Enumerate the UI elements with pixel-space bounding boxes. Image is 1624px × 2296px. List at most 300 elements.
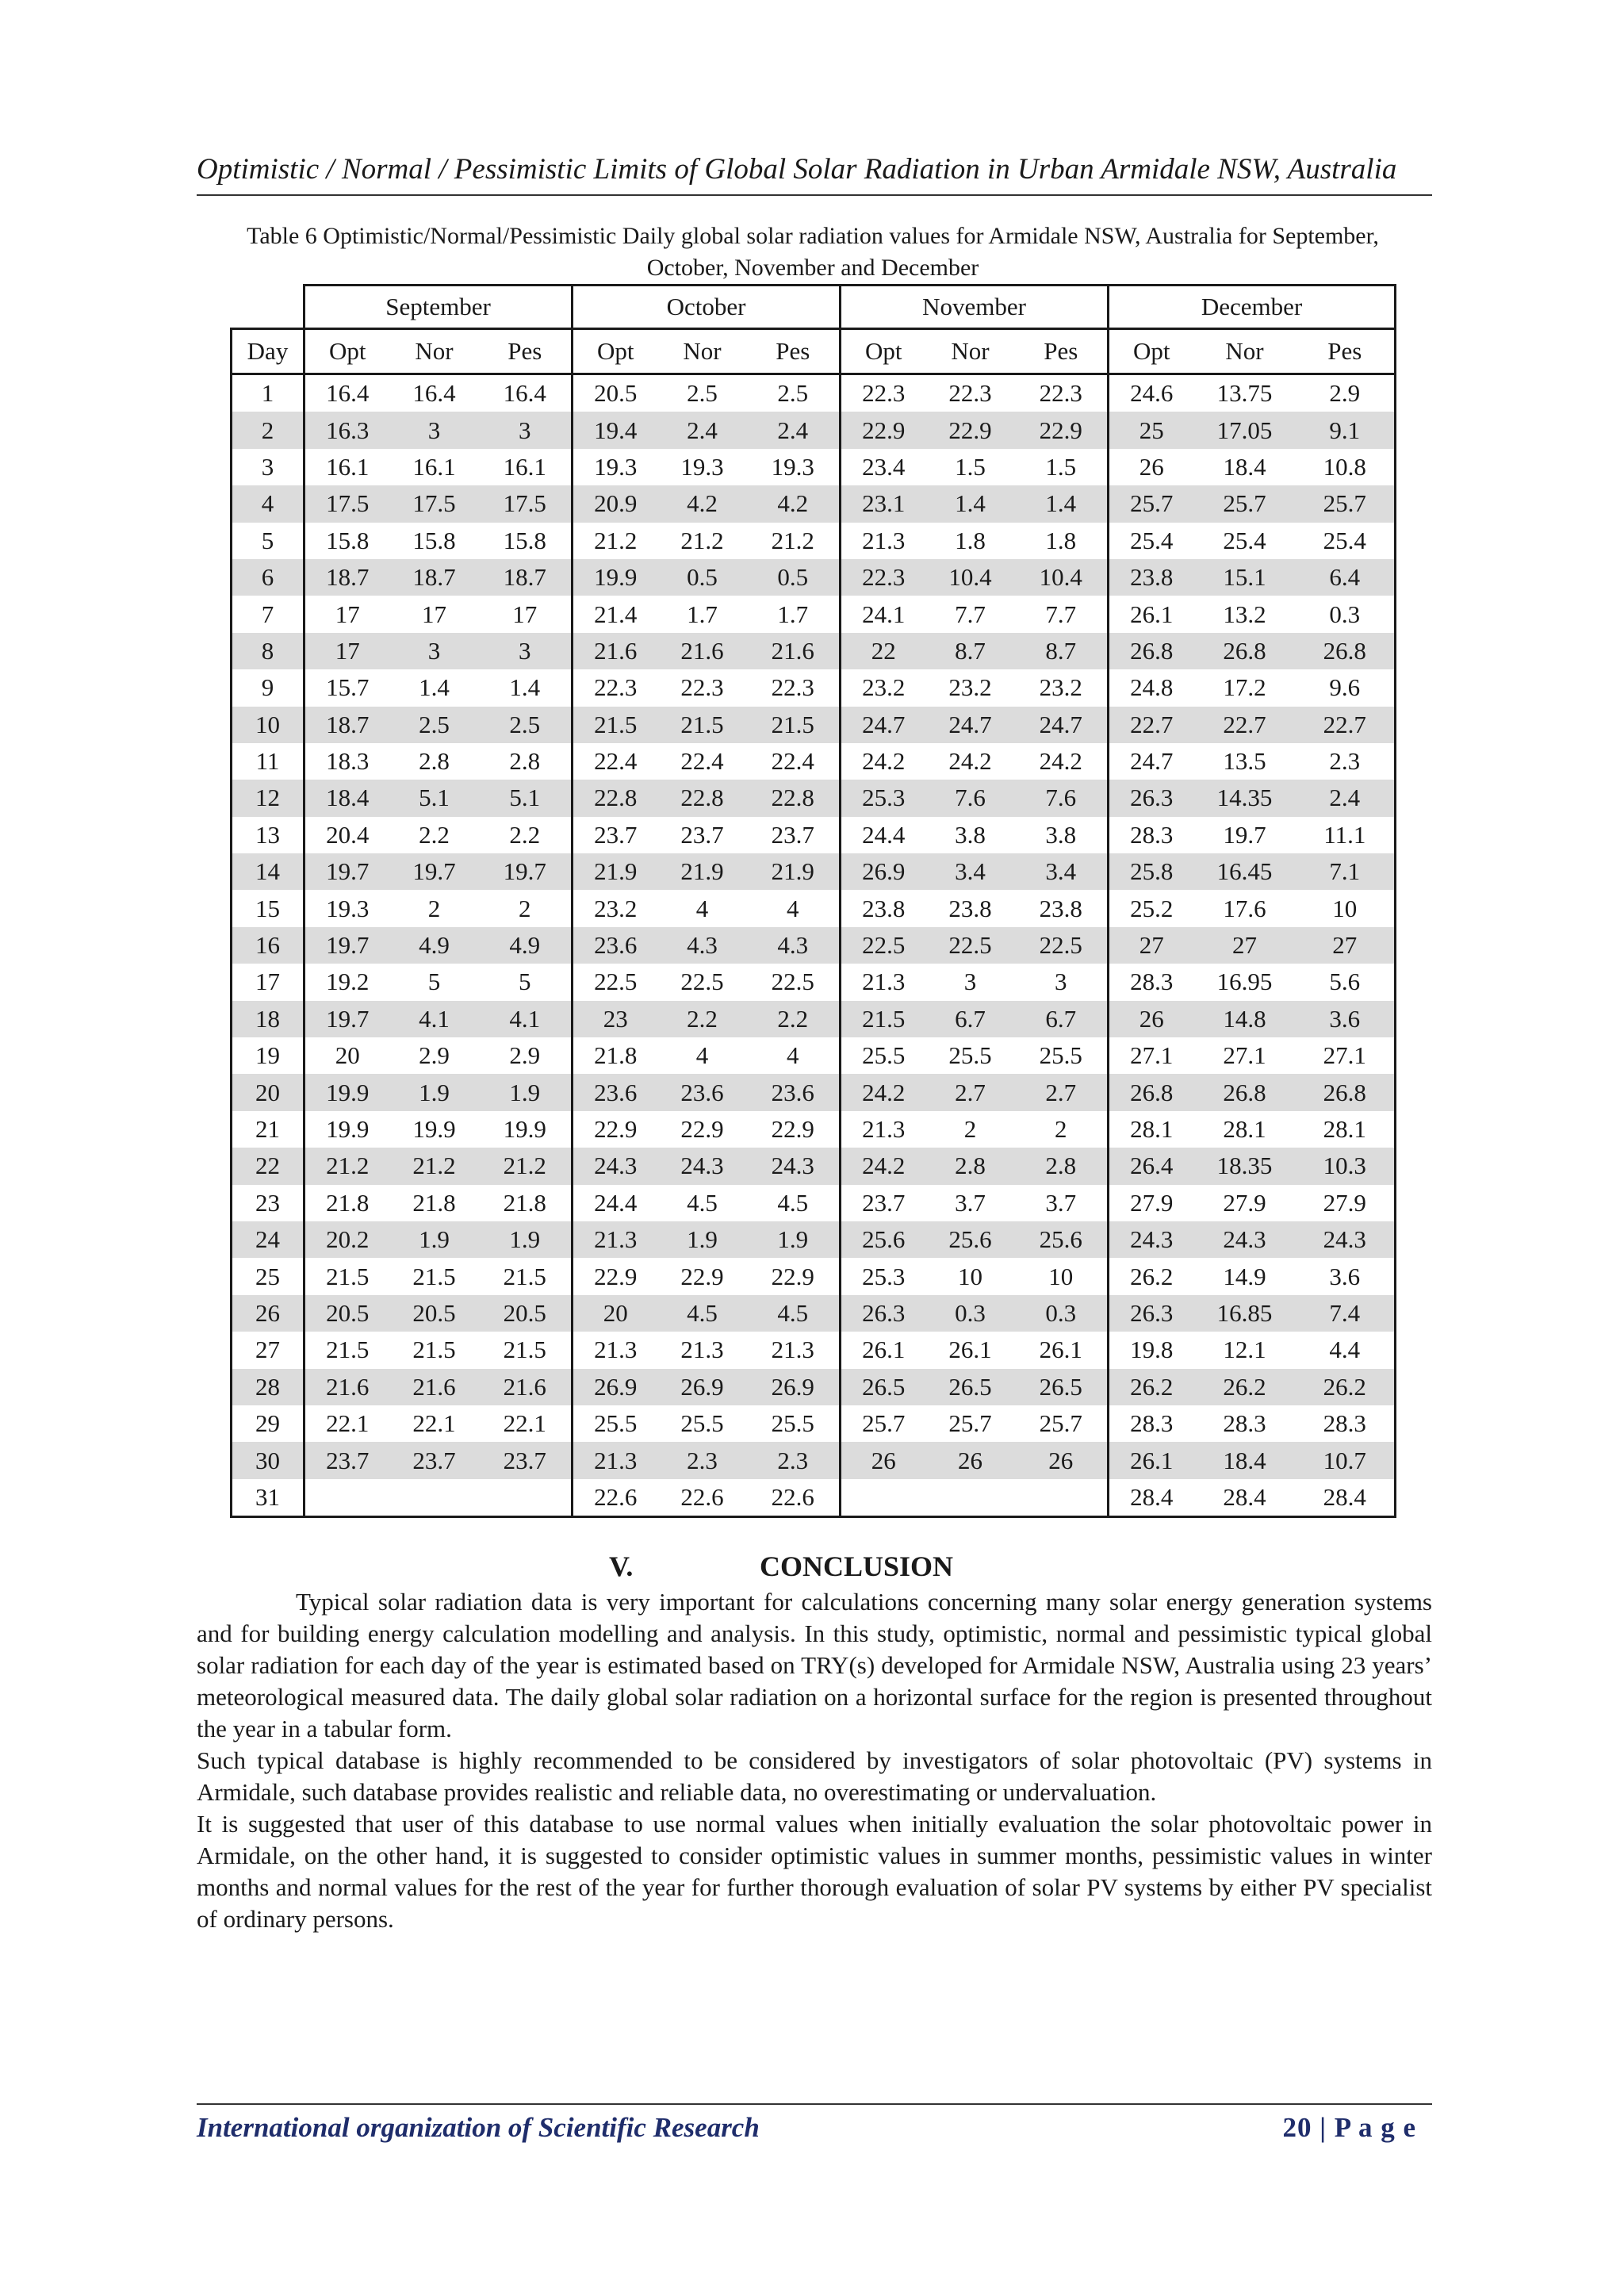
nor-cell: 4.1 [390,1001,479,1037]
pes-cell: 2.5 [479,707,573,743]
opt-cell: 19.9 [304,1111,390,1148]
day-cell: 2 [232,412,304,448]
nor-cell: 1.4 [926,485,1015,522]
pes-cell: 21.9 [747,853,841,890]
table-row [232,1295,1396,1332]
nor-cell: 17 [422,600,446,628]
pes-cell: 22.4 [747,743,841,780]
opt-cell: 25.5 [573,1405,658,1442]
day-cell: 16 [232,927,304,964]
nor-cell: 4.3 [658,927,747,964]
nor-cell: 2 [427,894,441,922]
opt-cell: 26.3 [1109,1295,1194,1332]
nor-cell: 2.3 [658,1442,747,1478]
section-title: CONCLUSION [760,1550,954,1582]
day-cell: 27 [232,1332,304,1368]
pes-cell: 22.6 [747,1479,841,1517]
nor-cell: 2.4 [658,412,747,448]
table-row [232,853,1396,890]
pes-cell: 26.9 [747,1369,841,1405]
pes-cell: 1.9 [479,1074,573,1110]
pes-cell: 25.5 [1015,1037,1109,1074]
opt-cell: 26.1 [841,1332,926,1368]
opt-cell: 22.9 [573,1111,658,1148]
pes-cell: 26 [1015,1442,1109,1478]
nor-cell: 2.5 [687,379,718,408]
opt-cell: 20.2 [304,1221,390,1258]
pes-cell: 1.4 [1015,485,1109,522]
nor-cell: 2 [963,1115,977,1143]
month-header: November [841,286,1109,329]
opt-cell: 24.2 [841,1074,926,1110]
opt-cell: 24.3 [1109,1221,1194,1258]
running-header: Optimistic / Normal / Pessimistic Limits of Global Solar Radiation in Urban Armidale NSW, Australia [197,153,1397,186]
pes-cell: 24.3 [1296,1221,1396,1258]
conclusion-body [197,1586,1432,1935]
pes-cell: 20.5 [479,1295,573,1332]
pes-cell: 22.9 [1015,412,1109,448]
nor-cell: 26.2 [1194,1369,1296,1405]
opt-cell: 19.8 [1109,1332,1194,1368]
pes-cell: 2.3 [747,1442,841,1478]
opt-cell: 18.3 [304,743,390,780]
pes-cell: 2.5 [747,374,841,412]
pes-cell: 4.5 [747,1185,841,1221]
table-row [232,964,1396,1000]
table-body [232,374,1396,1517]
opt-cell: 26.1 [1109,596,1194,632]
opt-cell: 24.8 [1109,669,1194,706]
nor-cell: 21.6 [390,1369,479,1405]
opt-cell: 21.6 [573,633,658,669]
nor-cell: 21.2 [680,526,724,554]
opt-cell: 19.7 [304,927,390,964]
pes-cell: 23.2 [1015,669,1109,706]
nor-cell: 23.7 [680,820,724,849]
pes-cell: 3.6 [1296,1001,1396,1037]
pes-header: Pes [747,329,841,374]
table-row [232,412,1396,448]
opt-cell: 20.5 [573,374,658,412]
nor-cell: 3 [390,412,479,448]
nor-cell: 2.5 [390,707,479,743]
day-cell: 11 [232,743,304,780]
nor-cell: 22.6 [658,1479,747,1517]
pes-cell: 26.8 [1296,1074,1396,1110]
opt-cell: 24.7 [1109,743,1194,780]
pes-cell: 0.3 [1296,596,1396,632]
nor-cell: 14.9 [1223,1262,1266,1290]
footer-rule [197,2103,1432,2105]
opt-cell: 22.8 [573,780,658,816]
table-row [232,1185,1396,1221]
opt-cell: 21.3 [573,1221,658,1258]
pes-cell: 17 [479,596,573,632]
pes-cell: 15.8 [479,523,573,559]
table-row [232,1037,1396,1074]
day-cell: 4 [232,485,304,522]
month-header: December [1109,286,1396,329]
pes-cell: 19.7 [479,853,573,890]
opt-cell: 20.9 [573,485,658,522]
pes-header: Pes [479,329,573,374]
pes-cell: 2.7 [1015,1074,1109,1110]
pes-header: Pes [1015,329,1109,374]
opt-cell: 22.3 [841,559,926,596]
nor-cell: 21.9 [658,853,747,890]
nor-header: Nor [926,329,1015,374]
pes-cell: 2.9 [479,1037,573,1074]
table-row [232,1001,1396,1037]
table-row [232,1479,1396,1517]
pes-cell: 21.6 [479,1369,573,1405]
day-cell: 8 [232,633,304,669]
pes-cell: 3 [479,633,573,669]
journal-name: International organization of Scientific Research [197,2112,760,2143]
opt-cell: 23.2 [841,669,926,706]
opt-cell: 16.3 [304,412,390,448]
header-rule [197,194,1432,196]
nor-header: Nor [658,329,747,374]
pes-cell: 1.8 [1015,523,1109,559]
nor-cell: 23.7 [390,1442,479,1478]
opt-cell: 22.3 [841,374,926,412]
nor-cell: 19.7 [390,853,479,890]
table-row [232,1221,1396,1258]
opt-cell: 24.4 [841,817,926,853]
pes-cell: 4 [747,1037,841,1074]
nor-cell: 17.5 [390,485,479,522]
pes-cell [1015,1479,1109,1517]
nor-cell: 28.1 [1223,1115,1266,1143]
nor-cell: 2.9 [419,1041,450,1070]
opt-cell: 22.7 [1109,707,1194,743]
pes-cell: 16.4 [479,374,573,412]
nor-cell: 22.8 [658,780,747,816]
opt-cell: 28.1 [1109,1111,1194,1148]
pes-cell: 21.5 [479,1332,573,1368]
pes-cell: 1.4 [479,669,573,706]
nor-cell: 26.1 [948,1336,992,1364]
pes-cell: 22.5 [747,964,841,1000]
pes-cell: 27 [1296,927,1396,964]
nor-cell: 15.8 [412,526,456,554]
pes-cell: 24.7 [1015,707,1109,743]
table-row [232,523,1396,559]
nor-cell: 26 [926,1442,1015,1478]
nor-cell: 4.2 [658,485,747,522]
pes-cell: 7.1 [1296,853,1396,890]
nor-cell: 22.5 [926,927,1015,964]
pes-cell: 22.7 [1296,707,1396,743]
table-row [232,707,1396,743]
pes-cell: 10 [1015,1258,1109,1294]
opt-cell: 26 [1109,1001,1194,1037]
pes-cell: 25.6 [1015,1221,1109,1258]
opt-cell: 26.9 [573,1369,658,1405]
nor-cell: 1.9 [390,1074,479,1110]
nor-cell: 8.7 [926,633,1015,669]
pes-cell: 2.2 [479,817,573,853]
pes-cell: 21.2 [747,523,841,559]
opt-cell: 19.3 [304,890,390,926]
paragraph: Typical solar radiation data is very important for calculations concerning many solar energy generation systems and for building energy calculation modelling and analysis. In this study, optimistic, normal and pessimistic typical global solar radiation for each day of the year is estimated based on TRY(s) developed for Armidale NSW, Australia using 23 years’ meteorological measured data. The daily global solar radiation on a horizontal surface for the region is presented throughout the year in a tabular form. [197,1588,1432,1742]
pes-cell: 21.6 [747,633,841,669]
day-cell: 6 [232,559,304,596]
opt-cell: 21.5 [304,1332,390,1368]
opt-cell: 24.6 [1109,374,1194,412]
table-row [232,1405,1396,1442]
opt-cell: 21.8 [304,1185,390,1221]
pes-cell: 26.8 [1296,633,1396,669]
pes-cell: 23.7 [479,1442,573,1478]
opt-cell: 27.9 [1109,1185,1194,1221]
nor-cell: 25.7 [1194,485,1296,522]
pes-cell: 3 [479,412,573,448]
opt-cell: 28.3 [1109,1405,1194,1442]
opt-cell: 21.3 [573,1442,658,1478]
opt-cell: 20 [304,1037,390,1074]
pes-cell: 25.7 [1296,485,1396,522]
nor-cell: 28.3 [1223,1409,1266,1438]
opt-cell: 23.7 [304,1442,390,1478]
pes-cell: 7.6 [1015,780,1109,816]
nor-cell: 27.9 [1223,1188,1266,1217]
table-row [232,1074,1396,1110]
nor-cell: 3.4 [926,853,1015,890]
day-cell: 28 [232,1369,304,1405]
pes-cell: 3.6 [1296,1258,1396,1294]
opt-cell: 22.1 [304,1405,390,1442]
opt-cell: 20.5 [304,1295,390,1332]
nor-cell: 26.8 [1194,1074,1296,1110]
paragraph: It is suggested that user of this database to use normal values when initially evaluation the solar photovoltaic power in Armidale, on the other hand, it is suggested to consider optimistic values in summer months, pessimistic values in winter months and normal values for the rest of the year for further thorough evaluation of solar PV systems by either PV specialist of ordinary persons. [197,1810,1432,1933]
pes-cell: 22.9 [747,1258,841,1294]
pes-cell: 7.7 [1015,596,1109,632]
pes-cell: 22.8 [747,780,841,816]
nor-cell: 0.5 [658,559,747,596]
nor-cell: 21.3 [680,1336,724,1364]
nor-cell: 22.5 [680,968,724,996]
opt-header: Opt [1109,329,1194,374]
opt-cell: 15.8 [304,523,390,559]
opt-cell: 22.3 [573,669,658,706]
pes-cell: 1.9 [479,1221,573,1258]
pes-cell: 10.4 [1015,559,1109,596]
nor-cell: 4.5 [658,1295,747,1332]
nor-cell: 18.4 [1223,452,1266,481]
nor-cell: 0.3 [926,1295,1015,1332]
pes-cell: 5.6 [1296,964,1396,1000]
table-row [232,1111,1396,1148]
pes-cell: 19.9 [479,1111,573,1148]
pes-cell: 28.4 [1296,1479,1396,1517]
day-cell: 20 [232,1074,304,1110]
opt-cell: 25 [1109,412,1194,448]
pes-cell: 11.1 [1296,817,1396,853]
opt-cell: 26.5 [841,1369,926,1405]
opt-cell: 22 [841,633,926,669]
nor-cell: 3 [963,968,977,996]
pes-cell: 4.5 [747,1295,841,1332]
opt-cell: 21.5 [573,707,658,743]
solar-radiation-table [230,284,1396,1518]
opt-cell: 23.6 [573,1074,658,1110]
opt-cell: 23.8 [1109,559,1194,596]
table-row [232,485,1396,522]
pes-cell: 21.5 [747,707,841,743]
opt-cell: 26.2 [1109,1258,1194,1294]
pes-cell: 24.3 [747,1148,841,1184]
nor-cell: 23.2 [948,673,992,702]
opt-cell: 26.4 [1109,1148,1194,1184]
opt-cell: 21.9 [573,853,658,890]
pes-cell: 7.4 [1296,1295,1396,1332]
opt-cell: 26.9 [841,853,926,890]
pes-cell: 21.3 [747,1332,841,1368]
opt-cell: 28.4 [1109,1479,1194,1517]
pes-cell: 22.3 [1015,374,1109,412]
pes-cell: 10.8 [1296,449,1396,485]
day-cell: 23 [232,1185,304,1221]
opt-cell: 23.4 [841,449,926,485]
opt-cell: 15.7 [304,669,390,706]
pes-cell: 25.4 [1296,523,1396,559]
opt-cell: 25.7 [1109,485,1194,522]
corner-cell [232,286,304,329]
table-row [232,669,1396,706]
nor-cell: 22.9 [680,1262,724,1290]
opt-cell: 17 [304,633,390,669]
nor-cell: 24.3 [1194,1221,1296,1258]
opt-cell: 25.3 [841,1258,926,1294]
opt-cell: 19.2 [304,964,390,1000]
nor-cell: 13.75 [1216,379,1273,408]
pes-cell: 2.4 [747,412,841,448]
nor-cell: 19.7 [1223,820,1266,849]
opt-cell: 24.3 [573,1148,658,1184]
day-cell: 31 [232,1479,304,1517]
pes-cell: 21.8 [479,1185,573,1221]
pes-cell: 26.5 [1015,1369,1109,1405]
nor-cell [390,1479,479,1517]
table-row [232,449,1396,485]
pes-cell: 22.5 [1015,927,1109,964]
opt-cell: 19.7 [304,853,390,890]
nor-cell: 3.7 [955,1188,986,1217]
nor-cell: 7.6 [926,780,1015,816]
nor-cell: 20.5 [390,1295,479,1332]
opt-cell: 21.3 [841,523,926,559]
nor-cell: 22.1 [412,1409,456,1438]
nor-cell: 14.8 [1194,1001,1296,1037]
pes-cell: 4.1 [479,1001,573,1037]
nor-cell: 27.1 [1223,1041,1266,1070]
day-header: Day [232,329,304,374]
pes-cell: 27.1 [1296,1037,1396,1074]
pes-cell: 2.3 [1296,743,1396,780]
pes-cell: 28.3 [1296,1405,1396,1442]
nor-cell: 3.8 [955,820,986,849]
pes-cell: 4.3 [747,927,841,964]
table-caption: Table 6 Optimistic/Normal/Pessimistic Daily global solar radiation values for Armidale NSW, Australia for September, October, November and December [247,223,1379,281]
pes-cell: 10 [1296,890,1396,926]
opt-cell: 22.9 [841,412,926,448]
table-row [232,559,1396,596]
nor-cell [926,1479,1015,1517]
nor-cell: 28.4 [1194,1479,1296,1517]
opt-header: Opt [841,329,926,374]
pes-cell: 6.7 [1015,1001,1109,1037]
nor-cell: 16.85 [1194,1295,1296,1332]
opt-cell: 24.7 [841,707,926,743]
opt-cell: 24.2 [841,1148,926,1184]
nor-cell: 1.4 [419,673,450,702]
table-row [232,817,1396,853]
pes-cell: 4.9 [479,927,573,964]
pes-cell: 10.3 [1296,1148,1396,1184]
opt-cell: 24.1 [841,596,926,632]
pes-cell: 21.2 [479,1148,573,1184]
table-row [232,927,1396,964]
nor-cell: 23.8 [948,894,992,922]
nor-cell: 18.7 [390,559,479,596]
nor-cell: 17.2 [1223,673,1266,702]
day-cell: 15 [232,890,304,926]
month-header: September [304,286,573,329]
nor-cell: 4.5 [687,1188,718,1217]
section-number: V. [609,1550,634,1582]
pes-cell: 25.5 [747,1405,841,1442]
nor-cell: 23.6 [658,1074,747,1110]
nor-cell: 21.2 [390,1148,479,1184]
day-cell: 5 [232,523,304,559]
day-cell: 7 [232,596,304,632]
pes-cell: 22.9 [747,1111,841,1148]
pes-cell: 9.6 [1296,669,1396,706]
nor-cell: 10 [958,1262,983,1290]
opt-cell: 26 [1109,449,1194,485]
nor-cell: 22.9 [926,412,1015,448]
opt-cell: 18.4 [304,780,390,816]
opt-cell: 28.3 [1109,817,1194,853]
pes-cell: 26.2 [1296,1369,1396,1405]
day-cell: 3 [232,449,304,485]
opt-cell: 23.7 [841,1185,926,1221]
opt-cell: 26 [841,1442,926,1478]
pes-cell: 22.3 [747,669,841,706]
opt-cell: 26.8 [1109,633,1194,669]
nor-cell: 2.8 [926,1148,1015,1184]
nor-cell: 25.5 [680,1409,724,1438]
nor-cell: 21.5 [658,707,747,743]
opt-cell: 25.2 [1109,890,1194,926]
pes-cell: 4 [747,890,841,926]
nor-cell: 16.95 [1216,968,1273,996]
opt-header: Opt [573,329,658,374]
opt-cell: 24.4 [573,1185,658,1221]
day-cell: 14 [232,853,304,890]
day-cell: 12 [232,780,304,816]
opt-cell: 22.5 [573,964,658,1000]
day-cell: 9 [232,669,304,706]
pes-cell: 1.7 [747,596,841,632]
opt-cell: 19.9 [573,559,658,596]
opt-cell: 25.3 [841,780,926,816]
pes-cell: 4.4 [1296,1332,1396,1368]
nor-cell: 2.7 [926,1074,1015,1110]
pes-header: Pes [1296,329,1396,374]
